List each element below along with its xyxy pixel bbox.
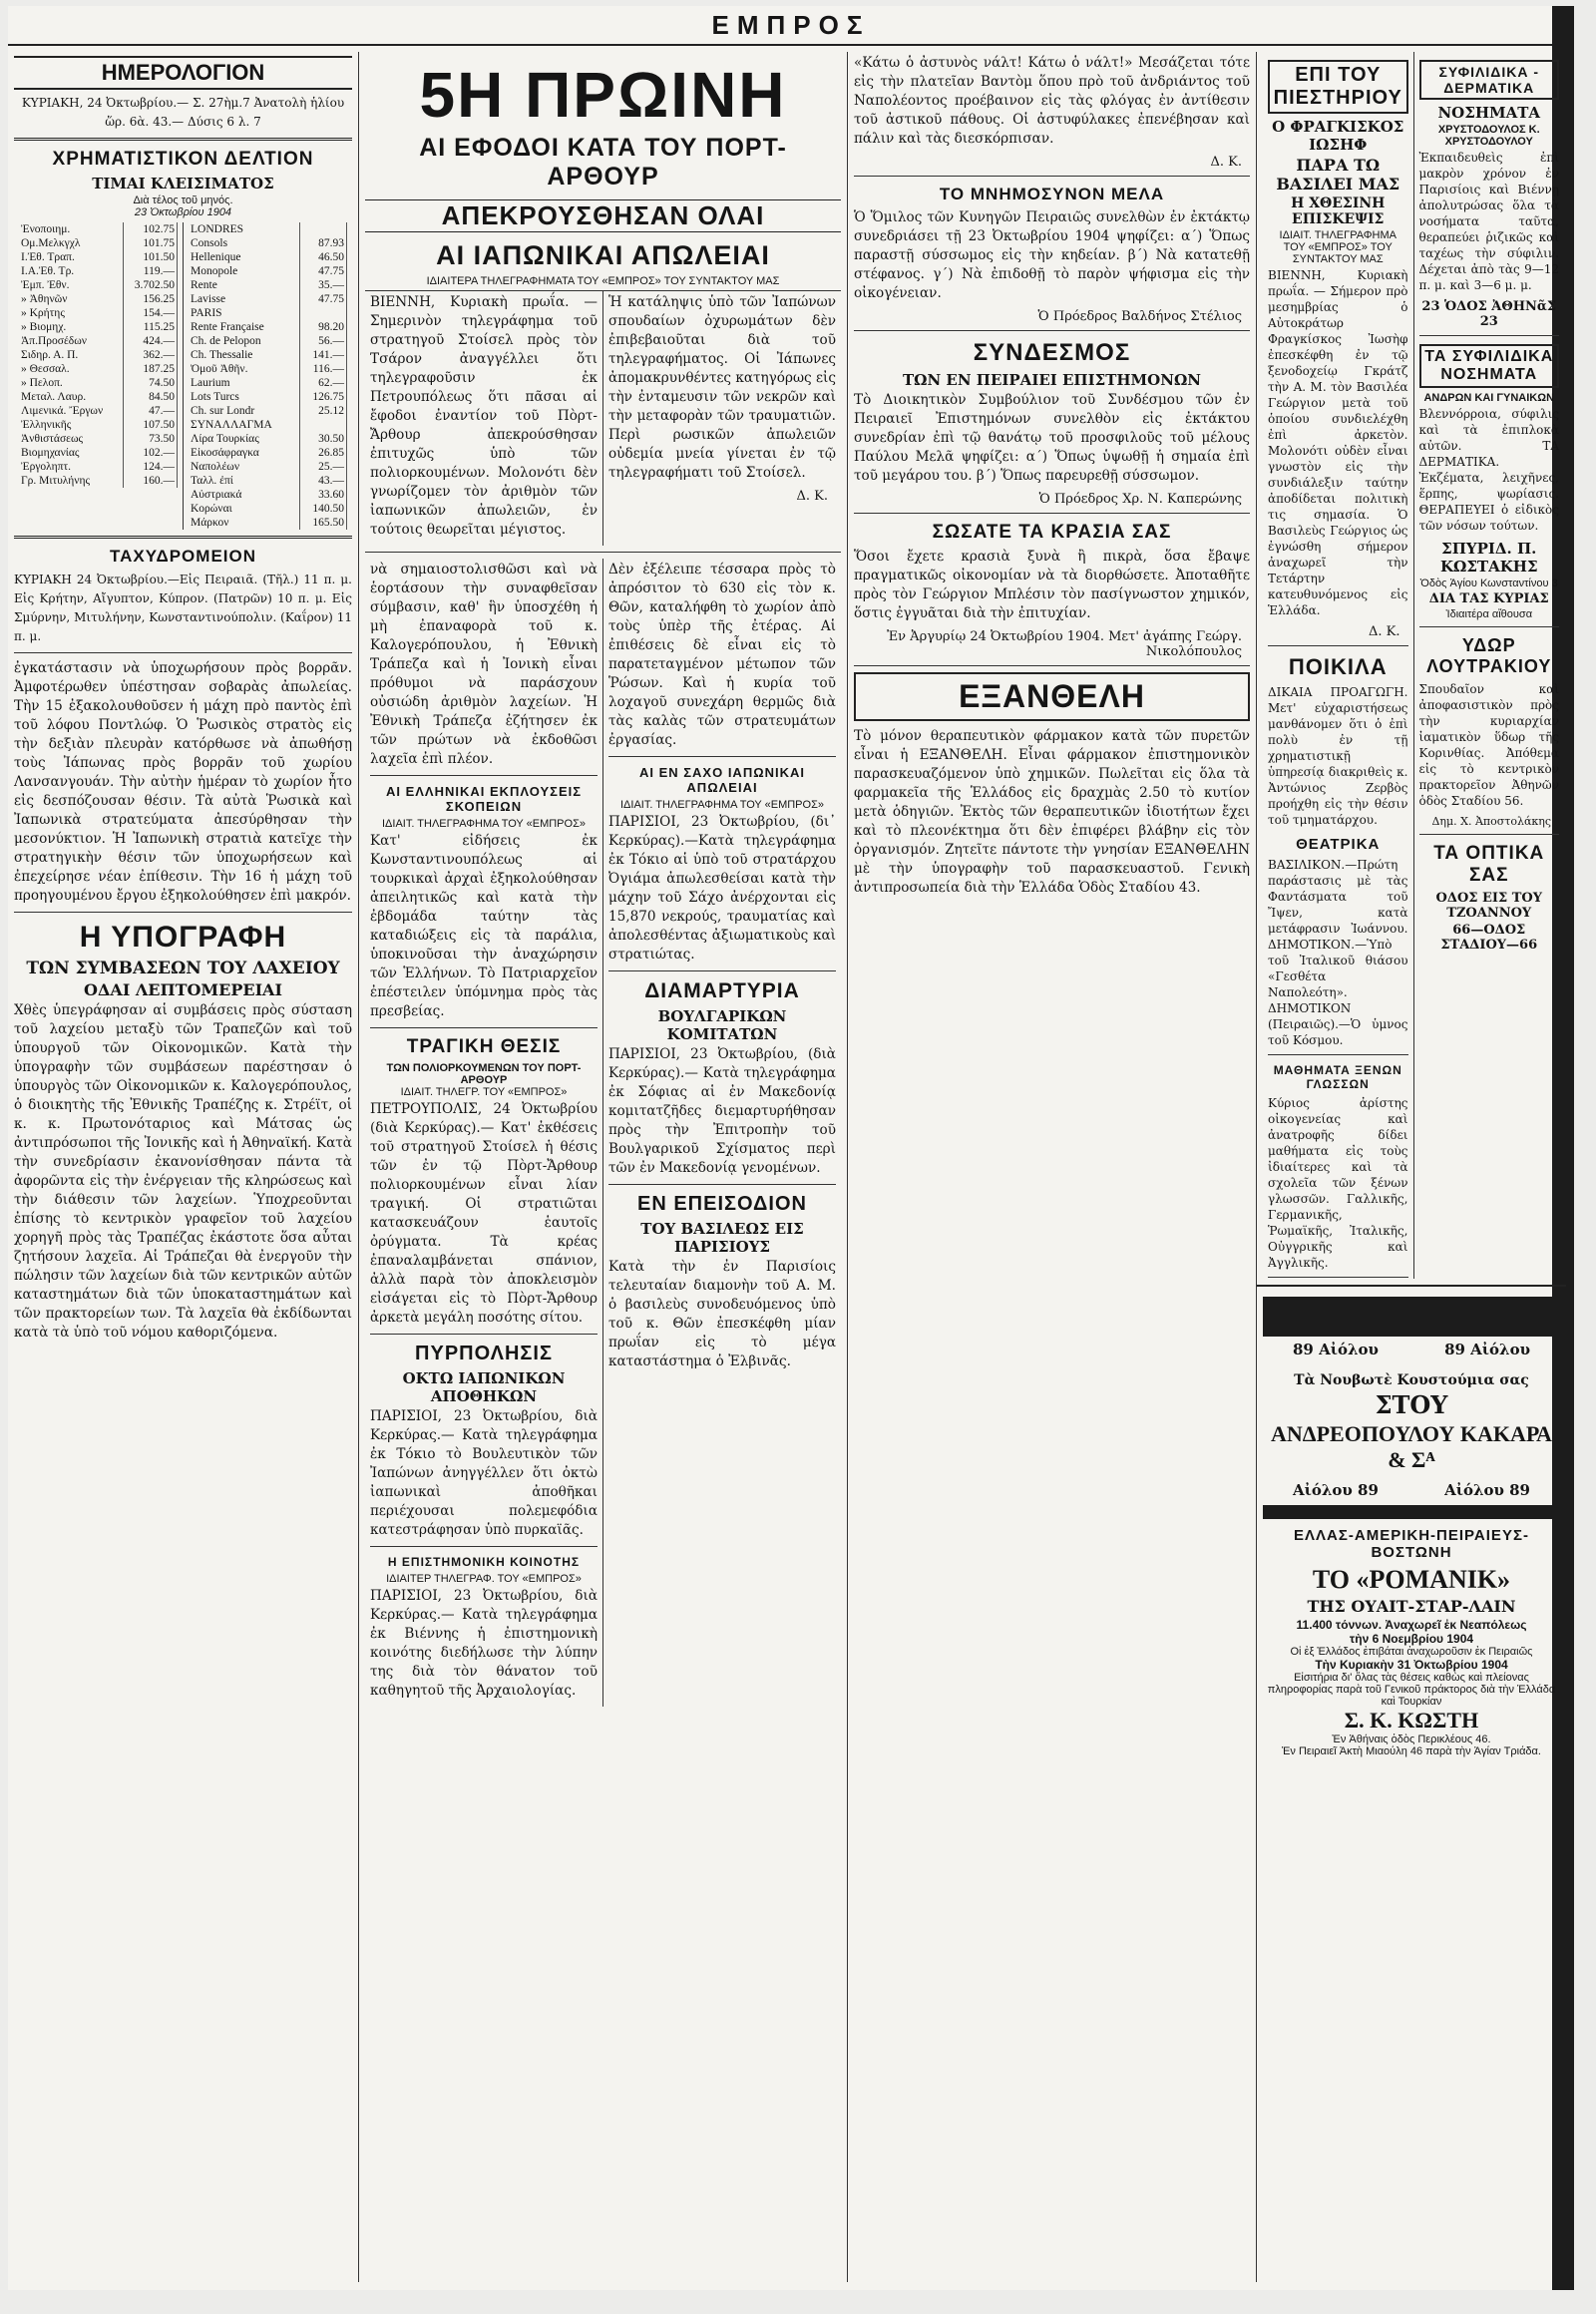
finance-note: Διὰ τέλος τοῦ μηνός. — [133, 194, 233, 206]
rate-label: ΣΥΝΑΛΛΑΓΜΑ — [189, 418, 299, 432]
post-text: ΚΥΡΙΑΚΗ 24 Ὀκτωβρίου.—Εἰς Πειραιᾶ. (Τῆλ.) 11 π. μ. Εἰς Κρήτην, Αἴγυπτον, Κύπρον. (Πατρῶν) 10 π. μ. Εἰς Σμύρνην, Μιτυλήνην, Κωνσταντινούπολιν. (Καΐρον) 11 π. μ. — [14, 573, 352, 643]
price-row-2 — [1263, 1481, 1560, 1499]
rate-label: Ι.Α.Ἐθ. Τρ. — [19, 264, 123, 278]
divider — [14, 138, 352, 141]
rate-label: Εἰκοσάφραγκα — [189, 446, 299, 460]
rate-value: 424.— — [123, 334, 177, 348]
rate-label: Ἐμπ. Ἐθν. — [19, 278, 123, 292]
mid2-text: ΠΕΤΡΟΥΠΟΛΙΣ, 24 Ὀκτωβρίου (διὰ Κερκύρας).— Κατ' ἐκθέσεις τοῦ στρατηγοῦ Στοίσελ ἡ θέσις τῶν ἐν τῷ Πὸρτ-Ἄρθουρ πολιορκουμένων εἶναι λίαν τραγική. Οἱ στρατιῶται κατασκευάζουν ἑαυτοῖς ὀρύγματα. Τὰ κρέας ἐπαναλαμβάνεται σπάνιον, ἀλλὰ παρὰ τὸν ἀποκλεισμὸν εἰσάγεται εἰς τὸ Πὸρτ-Ἄρθουρ ἀρκετὰ μεγάλη ποσότης σίτου. — [370, 1101, 598, 1326]
agent-name: Σ. Κ. ΚΩΣΤΗ — [1344, 1708, 1479, 1733]
rate-row — [19, 264, 178, 278]
rate-value: 165.50 — [299, 516, 346, 530]
rate-value: 25.12 — [299, 404, 346, 418]
rate-row — [19, 404, 178, 418]
divider — [608, 756, 836, 757]
low3-text: Κατὰ τὴν ἐν Παρισίοις τελευταίαν διαμονὴν τοῦ Α. Μ. ὁ βασιλεὺς συνοδευόμενος ὑπὸ τοῦ κ. Θῶν ἐπεσκέφθη μίαν πρωΐαν εἰς τὸ μέγα καταστάστημα ὁ Ἐλβινᾶς. — [608, 1259, 836, 1369]
rate-value: 101.75 — [123, 236, 177, 250]
rate-value: 119.— — [123, 264, 177, 278]
lead-signature: Δ. Κ. — [796, 489, 828, 504]
rate-row — [19, 474, 178, 488]
stou-text: ΣΤΟΥ — [1375, 1390, 1448, 1419]
lead-story — [365, 291, 841, 546]
rate-value: 141.— — [299, 348, 346, 362]
rate-label: Ch. Thessalie — [189, 348, 299, 362]
lessons-text: Κύριος ἀρίστης οἰκογενείας καὶ ἀνατροφῆς δίδει μαθήματα εἰς τοὺς ἰδιαίτερες καὶ τὰ σχολεῖα τῶν ξένων γλωσσῶν. Γαλλικῆς, Γερμανικῆς, Ῥωμαϊκῆς, Ἰταλικῆς, Οὐγγρικῆς καὶ Ἀγγλικῆς. — [1268, 1096, 1408, 1270]
rate-value: 3.702.50 — [123, 278, 177, 292]
rate-value: 124.— — [123, 460, 177, 474]
misc-title: ΠΟΙΚΙΛΑ — [1288, 654, 1388, 679]
divider — [14, 912, 352, 913]
union-signature: Ὁ Πρόεδρος Χρ. Ν. Καπερώνης — [1038, 492, 1242, 507]
divider — [608, 970, 836, 971]
dateline: ΙΔΙΑΙΤΕΡΑ ΤΗΛΕΓΡΑΦΗΜΑΤΑ ΤΟΥ «ΕΜΠΡΟΣ» ΤΟΥ ΣΥΝΤΑΚΤΟΥ ΜΑΣ — [365, 275, 841, 291]
low1-subtitle: ΟΚΤΩ ΙΑΠΩΝΙΚΩΝ ΑΠΟΘΗΚΩΝ — [402, 1369, 566, 1405]
optics-subtitle: ΟΔΟΣ ΕΙΣ ΤΟΥ ΤΖΟΑΝΝΟΥ — [1435, 891, 1542, 921]
syphilis2-doctor: ΣΠΥΡΙΔ. Π. ΚΩΣΤΑΚΗΣ — [1439, 540, 1538, 576]
rate-row — [189, 502, 347, 516]
tons-text: 11.400 τόννων. Ἀναχωρεῖ ἐκ Νεαπόλεως — [1296, 1618, 1527, 1632]
divider — [14, 536, 352, 539]
rate-row — [189, 432, 347, 446]
rate-value: 73.50 — [123, 432, 177, 446]
mid4-subtitle: ΒΟΥΛΓΑΡΙΚΩΝ ΚΟΜΙΤΑΤΩΝ — [657, 1007, 787, 1043]
rate-label: Lavisse — [189, 292, 299, 306]
divider — [370, 1027, 598, 1028]
low2-date: ΙΔΙΑΙΤΕΡ ΤΗΛΕΓΡΑΦ. ΤΟΥ «ΕΜΠΡΟΣ» — [386, 1573, 582, 1585]
lead-left: ΒΙΕΝΝΗ, Κυριακὴ πρωΐα. — Σημερινὸν τηλεγράφημα τοῦ στρατηγοῦ Στοίσελ πρὸς τὸν Τσάρον ἀναγγέλλει ὅτι τηλεγραφοῦσιν ἐκ Πετρουπόλεως ὅτι πᾶσαι αἱ ἔφοδοι ἐναντίον τοῦ Πὸρτ-Ἄρθουρ ἀπεκρούσθησαν ἐπιτυχῶς ὑπὸ τῶν πολιορκουμένων. Μολονότι δὲν γνωρίζομεν τὸν ἀριθμὸν τῶν ἰαπωνικῶν ἀπωλειῶν, ἐν τούτοις θεωρεῖται μέγιστος. — [370, 294, 598, 538]
agent-address-1: Ἐν Ἀθήναις ὁδὸς Περικλέους 46. — [1332, 1734, 1491, 1745]
rate-label: Ταλλ. ἐπί — [189, 474, 299, 488]
rate-value: 56.— — [299, 334, 346, 348]
rate-label: Ἐργοληπτ. — [19, 460, 123, 474]
rate-value: 98.20 — [299, 320, 346, 334]
sign-text: Χθὲς ὑπεγράφησαν αἱ συμβάσεις πρὸς σύσταση τοῦ λαχείου μεταξὺ τῶν Τραπεζῶν καὶ τοῦ ὑπουργοῦ τῶν Οἰκονομικῶν. Κατὰ τὴν ὑπογραφὴν τῶν συμβάσεων παρέστησαν ὁ ὑπουργὸς τῶν Οἰκονομικῶν κ. Καλογερόπουλος, ὁ διοικητὴς τῆς Ἐθνικῆς Τραπέζης κ. Στρέϊτ, οἱ κ. κ. Πρωτονόταριος καὶ Μάτσας ὡς ἀντιπρόσωποι τῆς Ἰονικῆς καὶ ἡ Ἀθηναϊκή. Κατὰ τὴν συνεδρίασιν ἐκανονίσθησαν πάντα τὰ ἀφορῶντα εἰς τὴν ἐνέργειαν τῆς κληρώσεως καὶ τὴν διάθεσιν τῶν λαχείων. Ὑποχρεοῦνται ἐπίσης τὸ κεντρικὸν γραφεῖον τοῦ λαχείου χορηγῆ πρὸς τὰς Τραπέζας ἐκάστοτε ὅσα αὗται ζητήσουν λαχεῖα. Αἱ Τράπεζαι θὰ ἐνεργοῦν τὴν πώλησιν τῶν λαχείων διὰ τῶν κεντρικῶν αὐτῶν καταστημάτων διὰ τῶν ὑποκαταστημάτων καὶ τῶν πρακτορείων των. Τὰ λαχεῖα θὰ ἐκδίδωνται κατὰ τὰ ὑπὸ τοῦ νόμου καθοριζόμενα. — [14, 1002, 352, 1341]
rate-value: 74.50 — [123, 376, 177, 390]
price-left: 89 Αἰόλου — [1293, 1341, 1379, 1358]
memorial-text: Ὁ Ὅμιλος τῶν Κυνηγῶν Πειραιῶς συνελθὼν ἐν ἐκτάκτῳ συνεδριάσει τῇ 23 Ὀκτωβρίου 1904 ψηφίζει: α΄) Ὅπως παραστῇ σύσσωμος εἰς τὴν κηδείαν. β΄) Νὰ κατατεθῇ στέφανος. γ΄) Νὰ ἐπιδοθῇ τὸ παρὸν ψήφισμα εἰς τὴν οἰκογένειαν. — [854, 209, 1250, 301]
divider — [1268, 1054, 1408, 1055]
rate-value: 126.75 — [299, 390, 346, 404]
divider — [854, 513, 1250, 514]
rate-value: 26.85 — [299, 446, 346, 460]
press-title: ΕΠΙ ΤΟΥ ΠΙΕΣΤΗΡΙΟΥ — [1268, 60, 1408, 114]
rate-label: PARIS — [189, 306, 299, 320]
rate-label: Ομ.Μελκγχλ — [19, 236, 123, 250]
rate-row — [189, 474, 347, 488]
rate-value: 35.— — [299, 278, 346, 292]
rate-row — [19, 222, 178, 236]
rate-row — [189, 348, 347, 362]
rate-label: Μεταλ. Λαυρ. — [19, 390, 123, 404]
rate-label: Λίρα Τουρκίας — [189, 432, 299, 446]
rate-row — [189, 460, 347, 474]
rate-row — [189, 516, 347, 530]
mid2-date: ΙΔΙΑΙΤ. ΤΗΛΕΓΡ. ΤΟΥ «ΕΜΠΡΟΣ» — [400, 1086, 568, 1098]
rate-row — [19, 432, 178, 446]
ads-block — [1257, 1285, 1566, 2282]
rate-row — [189, 278, 347, 292]
theatre-title: ΘΕΑΤΡΙΚΑ — [1296, 836, 1381, 853]
rate-value: 160.— — [123, 474, 177, 488]
water-title: ΥΔΩΡ ΛΟΥΤΡΑΚΙΟΥ — [1426, 635, 1552, 676]
rate-value: 47.— — [123, 404, 177, 418]
mid1-date: ΙΔΙΑΙΤ. ΤΗΛΕΓΡΑΦΗΜΑ ΤΟΥ «ΕΜΠΡΟΣ» — [382, 818, 586, 830]
rate-row — [189, 250, 347, 264]
suits-text: Τὰ Νουβωτὲ Κουστούμια σας — [1294, 1372, 1529, 1388]
info2-text: Εἰσιτήρια δι' ὅλας τὰς θέσεις καθὼς καὶ πλείονας πληροφορίας παρὰ τοῦ Γενικοῦ πράκτορος διὰ τὴν Ἑλλάδα καὶ Τουρκίαν — [1267, 1672, 1556, 1708]
finance-date: 23 Ὀκτωβρίου 1904 — [134, 206, 232, 218]
divider — [370, 775, 598, 776]
rate-row — [19, 292, 178, 306]
rate-value: 187.25 — [123, 362, 177, 376]
rate-label: Rente — [189, 278, 299, 292]
finance-subtitle: ΤΙΜΑΙ ΚΛΕΙΣΙΜΑΤΟΣ — [92, 175, 274, 193]
headline-sub-3: ΑΙ ΙΑΠΩΝΙΚΑΙ ΑΠΩΛΕΙΑΙ — [436, 240, 770, 270]
line-title: ΕΛΛΑΣ-ΑΜΕΡΙΚΗ-ΠΕΙΡΑΙΕΥΣ-ΒΟΣΤΩΝΗ — [1294, 1527, 1529, 1561]
rate-row — [189, 362, 347, 376]
low1-text: ΠΑΡΙΣΙΟΙ, 23 Ὀκτωβρίου, διὰ Κερκύρας.— Κατὰ τηλεγράφημα ἐκ Τόκιο τὸ Βουλευτικὸν τῶν Ἰαπώνων ἀνηγγέλλεν ὅτι ὀκτὼ ἰαπωνικαὶ ἀποθῆκαι περιέχουσαι πολεμεφόδια κατεστράφησαν ὑπὸ πυρκαϊᾶς. — [370, 1408, 598, 1538]
syphilis2-ladies: ΔΙΑ ΤΑΣ ΚΥΡΙΑΣ — [1428, 591, 1549, 606]
date1-text: τὴν 6 Νοεμβρίου 1904 — [1349, 1632, 1474, 1646]
lessons-title: ΜΑΘΗΜΑΤΑ ΞΕΝΩΝ ΓΛΩΣΣΩΝ — [1273, 1063, 1402, 1091]
rate-row — [19, 376, 178, 390]
company-name: ΤΗΣ ΟΥΑΙΤ-ΣΤΑΡ-ΛΑΙΝ — [1307, 1597, 1516, 1616]
rate-value: 47.75 — [299, 292, 346, 306]
wine-text: Ὅσοι ἔχετε κρασιὰ ξυνὰ ἢ πικρὰ, ὅσα ἔβαψε πραγματικῶς οἰκονομίαν νὰ τὰ διορθώσετε. Ἀποταθῆτε πρὸς τὸν Γεώργιον Μπλέσιν τὸν πασίγνωστον χημικόν, ὅστις ἐγγυᾶται διὰ τὴν ἐπιτυχίαν. — [854, 549, 1250, 621]
rates-left — [19, 222, 178, 488]
divider — [1419, 626, 1560, 627]
shop-name: ΑΝΔΡΕΟΠΟΥΛΟΥ ΚΑΚΑΡΑ & Σᴬ — [1271, 1421, 1552, 1472]
mid1-title: ΑΙ ΕΛΛΗΝΙΚΑΙ ΕΚΠΛΟΥΣΕΙΣ ΣΚΟΠΕΙΩΝ — [385, 784, 583, 814]
water-signature: Δημ. Χ. Ἀποστολάκης — [1431, 815, 1551, 828]
rate-row — [19, 278, 178, 292]
black-rule — [1263, 1505, 1560, 1519]
syphilis-doctor: ΧΡΥΣΤΟΔΟΥΛΟΣ Κ. ΧΡΥΣΤΟΔΟΥΛΟΥ — [1437, 124, 1540, 148]
rate-value: 156.25 — [123, 292, 177, 306]
mid4-text: ΠΑΡΙΣΙΟΙ, 23 Ὀκτωβρίου, (διὰ Κερκύρας).— Κατὰ τηλεγράφημα ἐκ Σόφιας αἱ ἐν Μακεδονίᾳ κομιτατζῆδες διεμαρτυρήθησαν πρὸς τὴν Ἐπιτροπὴν τοῦ Βουλγαρικοῦ Σχίσματος περὶ τῶν ἐν Μακεδονίᾳ γενομένων. — [608, 1046, 836, 1176]
rate-label: Monopole — [189, 264, 299, 278]
rate-row — [189, 446, 347, 460]
mid1-text: Κατ' εἰδήσεις ἐκ Κωνσταντινουπόλεως αἱ τουρκικαὶ ἀρχαὶ ἐξηκολούθησαν ἀπειλητικῶς καὶ κατὰ τὴν ἐβδομάδα ταύτην τὰς καταδιώξεις εἰς τὰ παράλια, ὑποκινοῦσαι τὴν ἀναχώρησιν τῶν Ἑλλήνων. Τὸ Πατριαρχεῖον ἐπέστειλεν ὑπόμνημα πρὸς τὰς πρεσβείας. — [370, 833, 598, 1019]
rate-label: Ὀμοῦ Ἀθῆν. — [189, 362, 299, 376]
rate-row — [19, 460, 178, 474]
c3-top-text: «Κάτω ὁ ἀστυνὸς νάλτ! Κάτω ὁ νάλτ!» Μεσάζεται τότε εἰς τὴν πλατεῖαν Βαντὸμ ὅπου πρὸ τοῦ ἀνδριάντος τοῦ Ναπολέοντος προέβαινον εἰς τὰς φλόγας ἐν ἀντίθεσιν τοῦ ἀστικοῦ πάθους. Οἱ ἀστυφύλακες ἐπενέβησαν καὶ πάλιν καὶ τὰς διεσκόρπισαν. — [854, 55, 1250, 147]
rate-label: Lots Turcs — [189, 390, 299, 404]
rate-row — [189, 376, 347, 390]
sign-subtitle-2: ΟΔΑΙ ΛΕΠΤΟΜΕΡΕΙΑΙ — [84, 980, 282, 999]
rate-label: » Θεσσαλ. — [19, 362, 123, 376]
wine-title: ΣΩΣΑΤΕ ΤΑ ΚΡΑΣΙΑ ΣΑΣ — [932, 522, 1172, 543]
rate-row — [19, 306, 178, 320]
divider — [1268, 645, 1408, 646]
ship-name: ΤΟ «ΡΟΜΑΝΙΚ» — [1312, 1565, 1511, 1594]
rate-value: 140.50 — [299, 502, 346, 516]
rates-right — [189, 222, 347, 530]
rate-row — [189, 320, 347, 334]
rate-label: Ναπολέων — [189, 460, 299, 474]
wine-signature: Ἐν Ἀργυρίῳ 24 Ὀκτωβρίου 1904. Μετ' ἀγάπης Γεώργ. Νικολόπουλος — [887, 629, 1242, 659]
syphilis2-text: Βλεννόρροια, σύφιλις καὶ τὰ ἐπιπλοκὰ αὐτῶν. ΤΑ ΔΕΡΜΑΤΙΚΑ. Ἐκζέματα, λειχῆνες, ἕρπης, ψωρίασις. ΘΕΡΑΠΕΥΕΙ ὁ εἰδικὸς τῶν νόσων τούτων. — [1418, 407, 1559, 533]
rate-value — [299, 222, 346, 236]
rate-label: Κορώναι — [189, 502, 299, 516]
syphilis-text: Ἐκπαιδευθεὶς ἐπὶ μακρὸν χρόνον ἐν Παρισίοις καὶ Βιέννῃ ἀπολυτρώσας ὅλα τὰ νοσήματα ταῦτα, θεραπεύει ῥιζικῶς καὶ ταχέως τὴν σύφιλιν. Δέχεται ἀπὸ τὰς 9—12 π. μ. καὶ 3—6 μ. μ. — [1418, 151, 1559, 292]
union-title: ΣΥΝΔΕΣΜΟΣ — [973, 339, 1131, 366]
rate-row — [189, 222, 347, 236]
rate-value: 107.50 — [123, 418, 177, 432]
rate-label: Ἐνοποιημ. — [19, 222, 123, 236]
misc-text: ΔΙΚΑΙΑ ΠΡΟΑΓΩΓΗ. Μετ' εὐχαριστήσεως μανθάνομεν ὅτι ὁ ἐπὶ πολὺ ἐν τῇ χρηματιστικῇ ὑπηρεσίᾳ διακριθεὶς κ. Ἀντώνιος Ζερβὸς προήχθη εἰς τὴν θέσιν τοῦ τμηματάρχου. — [1268, 685, 1408, 827]
rate-value: 87.93 — [299, 236, 346, 250]
divider — [1419, 834, 1560, 835]
rate-label: Consols — [189, 236, 299, 250]
calendar-text: ΚΥΡΙΑΚΗ, 24 Ὀκτωβρίου.— Σ. 27ὴμ.7 Ἀνατολὴ ἡλίου ὥρ. 6ὰ. 43.— Δύσις 6 λ. 7 — [21, 96, 345, 129]
press-sub-3: Η ΧΘΕΣΙΝΗ ΕΠΙΣΚΕΨΙΣ — [1291, 195, 1386, 227]
syphilis2-address: Ὁδὸς Ἁγίου Κωνσταντίνου 3 — [1419, 578, 1558, 589]
low2-title: Η ΕΠΙΣΤΗΜΟΝΙΚΗ ΚΟΙΝΟΤΗΣ — [387, 1555, 581, 1569]
rate-label: Σιδηρ. Α. Π. — [19, 348, 123, 362]
price2-right: Αἰόλου 89 — [1444, 1481, 1530, 1499]
info-text: Οἱ ἐξ Ἑλλάδος ἐπιβάται ἀναχωροῦσιν ἐκ Πειραιῶς — [1290, 1646, 1533, 1658]
water-text: Σπουδαῖον καὶ ἀποφασιστικὸν πρὸς τὴν κυριαρχίαν ἰαματικὸν ὕδωρ τῆς Κορινθίας. Ἀπόθεμα εἰς τὸ κεντρικὸν πρακτορεῖον Ἀθηνῶν ὁδὸς Σταδίου 56. — [1418, 682, 1559, 808]
rate-label: Hellenique — [189, 250, 299, 264]
rate-value: 84.50 — [123, 390, 177, 404]
rate-label: » Κρήτης — [19, 306, 123, 320]
rate-value: 30.50 — [299, 432, 346, 446]
sign-title: Η ΥΠΟΓΡΑΦΗ — [79, 921, 287, 954]
date2-text: Τὴν Κυριακὴν 31 Ὀκτωβρίου 1904 — [1315, 1658, 1508, 1672]
exanthele-text: Τὸ μόνον θεραπευτικὸν φάρμακον κατὰ τῶν πυρετῶν εἶναι ἡ ΕΞΑΝΘΕΛΗ. Εἶναι φάρμακον ἐπιστημονικὸν παρασκευαζόμενον ὑπὸ χημικῶν. Πωλεῖται εἰς ὅλα τὰ φαρμακεῖα τῆς Ἑλλάδος εἰς δραχμὰς 2.50 τὸ κυτίον μετὰ ὁδηγιῶν. Ἐκτὸς τῶν θεραπευτικῶν ἰδιοτήτων ἔχει καὶ τὸ πλεονέκτημα ὅτι δὲν ἐπιφέρει βλάβην εἰς τὸν ὀργανισμόν. Ζητεῖτε πάντοτε τὴν γνησίαν ΕΞΑΝΘΕΛΗΝ μὲ τὴν ὑπογραφὴν τοῦ παρασκευαστοῦ. Γενικὴ ἀντιπροσωπεία διὰ τὴν Ἑλλάδα Ὁδὸς Σταδίου 43. — [854, 728, 1250, 896]
divider — [854, 665, 1250, 666]
rate-row — [19, 418, 178, 432]
column-1 — [8, 52, 359, 2282]
rate-value: 101.50 — [123, 250, 177, 264]
main-headline: 5Η ΠΡΩΙΝΗ — [419, 59, 787, 131]
rate-row — [189, 236, 347, 250]
divider — [370, 1334, 598, 1335]
rate-row — [189, 418, 347, 432]
price-right: 89 Αἰόλου — [1444, 1341, 1530, 1358]
divider — [370, 1546, 598, 1547]
low2-text: ΠΑΡΙΣΙΟΙ, 23 Ὀκτωβρίου, διὰ Κερκύρας.— Κατὰ τηλεγράφημα ἐκ Βιέννης ἡ ἐπιστημονικὴ κοινότης διεδήλωσε τὴν λύπην της διὰ τὸν θάνατον τοῦ καθηγητοῦ τῆς Ἀρχαιολογίας. — [370, 1588, 598, 1699]
low3-subtitle: ΤΟΥ ΒΑΣΙΛΕΩΣ ΕΙΣ ΠΑΡΙΣΙΟΥΣ — [640, 1220, 804, 1256]
mid3-title: ΑΙ ΕΝ ΣΑΧΟ ΙΑΠΩΝΙΚΑΙ ΑΠΩΛΕΙΑΙ — [638, 765, 806, 795]
post-title: ΤΑΧΥΔΡΟΜΕΙΟΝ — [109, 547, 257, 566]
black-band — [1263, 1297, 1560, 1337]
rate-row — [19, 390, 178, 404]
optics-address: 66—ΟΔΟΣ ΣΤΑΔΙΟΥ—66 — [1440, 923, 1538, 953]
rate-value: 43.— — [299, 474, 346, 488]
low1-title: ΠΥΡΠΟΛΗΣΙΣ — [415, 1343, 553, 1364]
rate-value: 46.50 — [299, 250, 346, 264]
memorial-signature: Ὁ Πρόεδρος Βαλδήνος Στέλιος — [1037, 309, 1242, 324]
column-3 — [848, 52, 1257, 2282]
rate-value — [299, 418, 346, 432]
union-text: Τὸ Διοικητικὸν Συμβούλιον τοῦ Συνδέσμου τῶν ἐν Πειραιεῖ Ἐπιστημόνων συνελθὸν εἰς ἐκτάκτου συνεδρίαν ἐπὶ τῷ θανάτῳ τοῦ προσφιλοῦς τοῦ μέλους Παύλου Μελᾶ ψηφίζει: α΄) Ὅπως ὑψωθῇ ἡ σημαία ἐπὶ τοῦ μεγάρου του. β΄) Ὅπως παρευρεθῇ σύσσωμον. — [854, 392, 1250, 484]
rate-label: Αὐστριακά — [189, 488, 299, 502]
press-text: ΒΙΕΝΝΗ, Κυριακὴ πρωΐα. — Σήμερον πρὸ μεσημβρίας ὁ Αὐτοκράτωρ Φραγκίσκος Ἰωσὴφ ἐπεσκέφθη ἐν τῷ ξενοδοχείῳ Γκράτζ τὴν Α. Μ. τὸν Βασιλέα Γεώργιον μετὰ τοῦ ὁποίου συνδιελέχθη ἐπὶ ἀρκετὸν. Μολονότι οὐδὲν εἶναι γνωστὸν εἰς τὴν συνδιάλεξιν ταύτην ἀποδίδεται πολιτικὴ τις σημασία. Ὁ Βασιλεὺς Γεώργιος ὡς ἐγνώσθη σήμερον ἀναχωρεῖ τὴν Τετάρτην κατευθυνόμενος εἰς Ἑλλάδα. — [1268, 268, 1408, 617]
syphilis-title: ΣΥΦΙΛΙΔΙΚΑ - ΔΕΡΜΑΤΙΚΑ — [1419, 60, 1560, 100]
col4-split — [1263, 52, 1564, 1279]
divider — [14, 652, 352, 653]
rate-row — [189, 306, 347, 320]
rate-label: Ch. sur Londr — [189, 404, 299, 418]
rate-label: Laurium — [189, 376, 299, 390]
rate-label: Ἀπ.Προσέδων — [19, 334, 123, 348]
rate-value: 115.25 — [123, 320, 177, 334]
rates-table — [14, 222, 352, 530]
syphilis-subtitle: ΝΟΣΗΜΑΤΑ — [1437, 104, 1541, 122]
mid3-text: ΠΑΡΙΣΙΟΙ, 23 Ὀκτωβρίου, (δι᾽ Κερκύρας).—Κατὰ τηλεγράφημα ἐκ Τόκιο αἱ ὑπὸ τοῦ στρατάρχου Ὀγιάμα ἀπωλεσθείσαι κατὰ τὴν μάχην τοῦ Σάχο ἀνέρχονται εἰς 15,870 νεκρούς, τραυματίας καὶ ἀπολεσθέντας ἀξιωματικοὺς καὶ στρατιώτας. — [608, 814, 836, 963]
rate-row — [189, 488, 347, 502]
syphilis-address: 23 ὉΔΟΣ ἈΘΗΝᾶΣ 23 — [1421, 299, 1557, 329]
rate-row — [19, 362, 178, 376]
press-sub-2: ΠΑΡΑ ΤΩ ΒΑΣΙΛΕΙ ΜΑΣ — [1276, 156, 1400, 193]
rate-row — [19, 348, 178, 362]
rate-label: Λιμενικά. Ἔργων — [19, 404, 123, 418]
cont-left: νὰ σημαιοστολισθῶσι καὶ νὰ ἑορτάσουν τὴν συναφθεῖσαν σύμβασιν, καθ' ἣν ὑποσχέθη ἡ μὴ ἐπαναφορὰ τοῦ κ. Καλογερόπουλου, ἡ Ἐθνικὴ Τράπεζα καὶ ἡ Ἰονικὴ εἶναι πρόθυμοι νὰ παράσχουν οὐσιώδη ἀριθμὸν λαχείων. Ἡ Ἐθνικὴ Τράπεζα ἐζήτησεν ἐκ τῶν πρώτων νὰ ἐκδοθῶσι λαχεῖα ἐπὶ πλέον. — [370, 562, 598, 767]
rate-row — [189, 264, 347, 278]
union-subtitle: ΤΩΝ ΕΝ ΠΕΙΡΑΙΕΙ ΕΠΙΣΤΗΜΟΝΩΝ — [902, 371, 1202, 389]
low3-title: ΕΝ ΕΠΕΙΣΟΔΙΟΝ — [637, 1193, 807, 1215]
rate-value: 33.60 — [299, 488, 346, 502]
rate-value — [299, 306, 346, 320]
exanthele-title: ΕΞΑΝΘΕΛΗ — [959, 678, 1145, 714]
mid2-title: ΤΡΑΓΙΚΗ ΘΕΣΙΣ — [406, 1036, 562, 1057]
rate-label: Rente Française — [189, 320, 299, 334]
lead-right: Ἡ κατάληψις ὑπὸ τῶν Ἰαπώνων σπουδαίων ὀχυρωμάτων δὲν ἐπιβεβαιοῦται διὰ τοῦ τηλεγραφήματος. Οἱ Ἰάπωνες ἀπομακρυνθέντες κατηγόρως εἰς τὴν ἐνταμευσιν τῶν νεκρῶν καὶ τὴν μεταφορὰν τῶν τραυματιῶν. Περὶ ρωσικῶν ἀπωλειῶν οὐδεμία μνεία γίνεται ἐν τῷ τηλεγραφήματι τοῦ Στοίσελ. — [608, 294, 836, 481]
rate-label: » Πελοπ. — [19, 376, 123, 390]
press-date: ΙΔΙΑΙΤ. ΤΗΛΕΓΡΑΦΗΜΑ ΤΟΥ «ΕΜΠΡΟΣ» ΤΟΥ ΣΥΝΤΑΚΤΟΥ ΜΑΣ — [1279, 229, 1396, 265]
optics-title: ΤΑ ΟΠΤΙΚΑ ΣΑΣ — [1433, 843, 1545, 886]
rate-label: Μάρκον — [189, 516, 299, 530]
rate-row — [189, 334, 347, 348]
mid4-title: ΔΙΑΜΑΡΤΥΡΙΑ — [644, 979, 800, 1002]
column-2 — [359, 52, 848, 2282]
divider — [608, 1184, 836, 1185]
syphilis2-ladies-sub: Ἰδιαιτέρα αἴθουσα — [1445, 608, 1533, 620]
rate-label: Ἐλληνικῆς — [19, 418, 123, 432]
memorial-title: ΤΟ ΜΝΗΜΟΣΥΝΟΝ ΜΕΛΑ — [939, 185, 1165, 203]
rate-label: Ch. de Pelopon — [189, 334, 299, 348]
rate-value: 362.— — [123, 348, 177, 362]
divider — [365, 552, 841, 553]
press-signature: Δ. Κ. — [1369, 624, 1400, 639]
theatre-text: ΒΑΣΙΛΙΚΟΝ.—Πρώτη παράστασις μὲ τὰς Φαντάσματα τοῦ Ἴψεν, κατὰ μετάφρασιν Ἰωάννου. ΔΗΜΟΤΙΚΟΝ.—Ὑπὸ τοῦ Ἰταλικοῦ θιάσου «Γεσθέτα Ναπολεότη». ΔΗΜΟΤΙΚΟΝ (Πειραιῶς).—Ὁ ὑμνος τοῦ Κόσμου. — [1268, 858, 1408, 1047]
rate-row — [19, 250, 178, 264]
finance-title: ΧΡΗΜΑΤΙΣΤΙΚΟΝ ΔΕΛΤΙΟΝ — [52, 149, 314, 170]
price2-left: Αἰόλου 89 — [1293, 1481, 1379, 1499]
exanthele-ad — [854, 672, 1250, 721]
rate-value: 47.75 — [299, 264, 346, 278]
c3-top-signature: Δ. Κ. — [1210, 155, 1242, 170]
rate-value: 102.75 — [123, 222, 177, 236]
rate-label: Ι.Ἐθ. Τραπ. — [19, 250, 123, 264]
syphilis2-title: ΤΑ ΣΥΦΙΛΙΔΙΚΑ ΝΟΣΗΜΑΤΑ — [1419, 344, 1560, 388]
rate-label: » Βιομηχ. — [19, 320, 123, 334]
calendar-title: ΗΜΕΡΟΛΟΓΙΟΝ — [14, 56, 352, 90]
rate-label: Ἀνθιστάσεως — [19, 432, 123, 446]
divider — [854, 176, 1250, 177]
rate-row — [19, 446, 178, 460]
rate-row — [189, 404, 347, 418]
rate-row — [19, 320, 178, 334]
rate-value: 116.— — [299, 362, 346, 376]
rate-label: Βιομηχανίας — [19, 446, 123, 460]
lead-text: ἐγκατάστασιν νὰ ὑποχωρήσουν πρὸς βορρᾶν. Ἀμφοτέρωθεν ὑπέστησαν σοβαρὰς ἀπωλείας. Τὴν 15 ἐξακολουθοῦσεν ἡ μάχη πρὸ παντὸς ἐπὶ τοῦ λόφου Ποντλώφ. Ὁ Ῥωσικὸς στρατὸς εἰς τὴν δεξιὰν πλευρὰν κατόρθωσε νὰ ἀπωθήσῃ τοὺς Ἰάπωνας πρὸς βορρᾶν τοῦ χωρίου Λανσανγουάν. Τὴν αὐτὴν ἡμέραν τὸ χωρίον ἦτο εἰς δεσπόζουσαν θέσιν. Τὰ αὐτὰ Ῥωσικὰ καὶ Ἰαπωνικὰ στρατεύματα ἀπεσύρθησαν τὴν μεσονύκτιον. Ἡ Ἰαπωνικὴ στρατιὰ κατεῖχε τὴν στρατηγικὴν θέσιν τῶν ὑποχωρήσεων καὶ ἐπεχείρησε νέαν ἐπίθεσιν. Τὴν 16 ἡ μάχη τοῦ προηγουμένου ἔργου ἐξηκολούθησεν ἐπὶ μακρόν. — [14, 660, 352, 904]
rate-row — [189, 390, 347, 404]
press-sub-1: Ο ΦΡΑΓΚΙΣΚΟΣ ΙΩΣΗΦ — [1272, 118, 1404, 154]
lower-columns — [365, 559, 841, 1707]
rate-value: 102.— — [123, 446, 177, 460]
headline-sub-2: ΑΠΕΚΡΟΥΣΘΗΣΑΝ ΟΛΑΙ — [365, 199, 841, 232]
rate-row — [189, 292, 347, 306]
divider — [854, 330, 1250, 331]
headline-sub-1: ΑΙ ΕΦΟΔΟΙ ΚΑΤΑ ΤΟΥ ΠΟΡΤ-ΑΡΘΟΥΡ — [419, 134, 787, 191]
rate-label: Γρ. Μιτυλήνης — [19, 474, 123, 488]
rate-label: LONDRES — [189, 222, 299, 236]
rate-value: 62.— — [299, 376, 346, 390]
divider — [1268, 1277, 1408, 1278]
rate-row — [19, 334, 178, 348]
column-4 — [1257, 52, 1570, 1279]
divider — [1419, 335, 1560, 336]
mid3-date: ΙΔΙΑΙΤ. ΤΗΛΕΓΡΑΦΗΜΑ ΤΟΥ «ΕΜΠΡΟΣ» — [620, 799, 824, 811]
newspaper-page — [8, 6, 1574, 2290]
agent-address-2: Ἐν Πειραιεῖ Ἀκτὴ Μιαούλη 46 παρὰ τὴν Ἁγίαν Τριάδα. — [1282, 1745, 1541, 1757]
rate-value: 154.— — [123, 306, 177, 320]
masthead: ΕΜΠΡΟΣ — [8, 6, 1574, 46]
mid2-subtitle: ΤΩΝ ΠΟΛΙΟΡΚΟΥΜΕΝΩΝ ΤΟΥ ΠΟΡΤ-ΑΡΘΟΥΡ — [386, 1062, 582, 1086]
price-row-1 — [1263, 1341, 1560, 1358]
rate-value: 25.— — [299, 460, 346, 474]
rate-row — [19, 236, 178, 250]
cont-right: Δὲν ἐξέλειπε τέσσαρα πρὸς τὸ ἀπρόσιτον τὸ 630 εἰς τὸν κ. Θῶν, καταλήφθη τὸ χωρίον ἀπὸ τοὺς ὑπὲρ τῆς ἐτέρας. Αἱ ἐπιθέσεις δὲ εἶναι εἰς τὸ παρατεταγμένον μέτωπον τῶν Ῥώσων. Καὶ ἡ κυρία τοῦ λοχαγοῦ συνεχάρη θερμῶς διὰ τὰς καλὰς τῶν στρατευμάτων ἐργασίας. — [608, 562, 836, 748]
rate-label: » Ἀθηνῶν — [19, 292, 123, 306]
sign-subtitle: ΤΩΝ ΣΥΜΒΑΣΕΩΝ ΤΟΥ ΛΑΧΕΙΟΥ — [26, 959, 340, 978]
syphilis2-subtitle: ΑΝΔΡΩΝ ΚΑΙ ΓΥΝΑΙΚΩΝ — [1423, 392, 1555, 404]
